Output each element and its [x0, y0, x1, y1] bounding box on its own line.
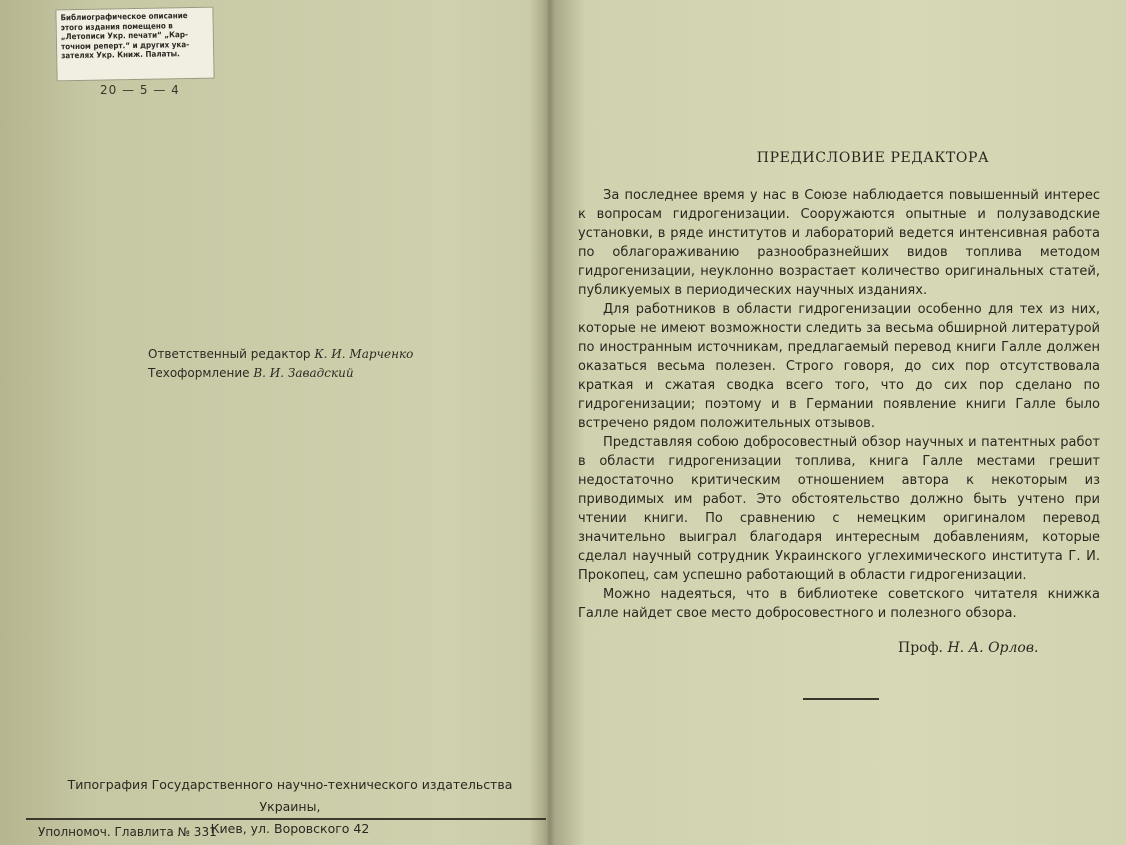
left-page — [0, 0, 545, 845]
credit-role: Ответственный редактор — [148, 347, 311, 361]
credit-editor — [148, 345, 413, 364]
stamp-code: 20 — 5 — 4 — [100, 83, 180, 97]
signature-prefix: Проф. — [898, 640, 944, 656]
imprint-divider — [26, 818, 546, 820]
imprint-line: Типография Государственного научно-технического издательства Украины, — [67, 777, 513, 814]
preface-paragraph: За последнее время у нас в Союзе наблюдается повышенный интерес к вопросам гидрогенизации. Сооружаются опытные и полузаводские установки, в ряде институтов и лабораторий ведется интенсивная работа по облагораживанию разнообразнейших видов топлива методом гидрогенизации, неуклонно возрастает количество оригинальных статей, публикуемых в периодических научных изданиях. — [578, 188, 1100, 298]
signature-name: Н. А. Орлов. — [947, 640, 1039, 656]
preface-title: ПРЕДИСЛОВИЕ РЕДАКТОРА — [756, 150, 990, 166]
credit-name: К. И. Марченко — [314, 347, 414, 361]
stamp-line: Библиографическое описание — [60, 11, 188, 23]
imprint-line: Киев, ул. Воровского 42 — [210, 821, 370, 836]
credits-block — [148, 345, 413, 383]
credit-role: Техоформление — [148, 366, 250, 380]
credit-design — [148, 364, 413, 383]
editor-signature — [898, 640, 1038, 656]
stamp-line: этого издания помещено в — [60, 20, 173, 32]
stamp-line: зателях Укр. Книж. Палаты. — [61, 49, 180, 61]
bibliographic-stamp — [55, 7, 214, 82]
right-page — [553, 0, 1126, 845]
preface-paragraph: Представляя собою добросовестный обзор научных и патентных работ в области гидрогенизации топлива, книга Галле местами грешит недостаточно критическим отношением автора к некоторым из приводимых им работ. Это обстоятельство должно быть учтено при чтении книги. По сравнению с немецким оригиналом перевод значительно выиграл благодаря интересным добавлениям, которые сделал научный сотрудник Украинского углехимического института Г. И. Прокопец, сам успешно работающий в области гидрогенизации. — [578, 435, 1100, 583]
end-divider — [803, 698, 879, 700]
authority-line: Уполномоч. Главлита № 331 — [38, 825, 217, 839]
preface-paragraph: Можно надеяться, что в библиотеке советского читателя книжка Галле найдет свое место добросовестного и полезного обзора. — [578, 587, 1100, 621]
preface-paragraph: Для работников в области гидрогенизации особенно для тех из них, которые не имеют возможности следить за весьма обширной литературой по иностранным источникам, предлагаемый перевод книги Галле должен оказаться весьма полезен. Строго говоря, до сих пор отсутствовала краткая и сжатая сводка всего того, что до сих пор сделано по гидрогенизации; поэтому и в Германии появление книги Галле было встречено рядом положительных отзывов. — [578, 302, 1100, 431]
stamp-line: „Летописи Укр. печати“ „Кар- — [60, 30, 189, 42]
credit-name: В. И. Завадский — [253, 366, 354, 380]
preface-body — [578, 186, 1100, 623]
stamp-line: точном реперт.“ и других ука- — [60, 39, 190, 51]
